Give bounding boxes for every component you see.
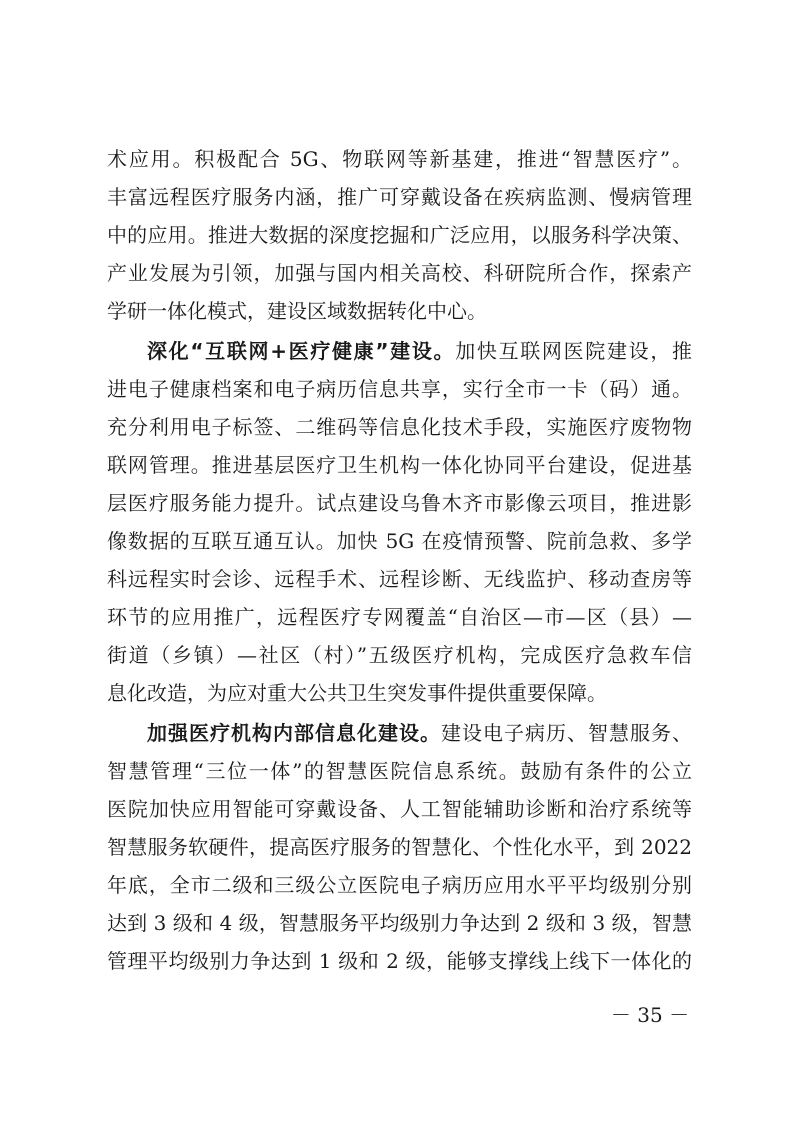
paragraph-3-line-3: 医院加快应用智能可穿戴设备、人工智能辅助诊断和治疗系统等	[107, 797, 692, 821]
paragraph-2-line-5: 层医疗服务能力提升。试点建设乌鲁木齐市影像云项目，推进影	[107, 491, 692, 515]
paragraph-2-line-10: 息化改造，为应对重大公共卫生突发事件提供重要保障。	[107, 681, 607, 705]
paragraph-3-line-2: 智慧管理“三位一体”的智慧医院信息系统。鼓励有条件的公立	[107, 759, 692, 783]
paragraph-3-line-5: 年底，全市二级和三级公立医院电子病历应用水平平均级别分别	[107, 873, 692, 897]
paragraph-2-line-7: 科远程实时会诊、远程手术、远程诊断、无线监护、移动查房等	[107, 567, 692, 591]
paragraph-3-first-line-text: 建设电子病历、智慧服务、	[441, 721, 692, 745]
paragraph-3-line-4: 智慧服务软硬件，提高医疗服务的智慧化、个性化水平，到 2022	[107, 835, 692, 859]
paragraph-2-line-1	[147, 332, 692, 370]
paragraph-3-line-1	[147, 714, 692, 752]
paragraph-1-line-3: 中的应用。推进大数据的深度挖掘和广泛应用，以服务科学决策、	[107, 223, 692, 247]
page-number: － 35 －	[610, 1003, 690, 1027]
paragraph-3-heading: 加强医疗机构内部信息化建设。	[147, 721, 441, 745]
paragraph-1-line-2: 丰富远程医疗服务内涵，推广可穿戴设备在疾病监测、慢病管理	[107, 185, 692, 209]
paragraph-2-first-line-text: 加快互联网医院建设，推	[455, 339, 692, 363]
paragraph-1-line-5: 学研一体化模式，建设区域数据转化中心。	[107, 299, 487, 323]
paragraph-2-line-9: 街道（乡镇）—社区（村）”五级医疗机构，完成医疗急救车信	[107, 643, 692, 667]
paragraph-1-line-1: 术应用。积极配合 5G、物联网等新基建，推进“智慧医疗”。	[107, 147, 692, 171]
paragraph-2-heading: 深化“互联网+医疗健康”建设。	[147, 339, 456, 363]
paragraph-3-line-6: 达到 3 级和 4 级，智慧服务平均级别力争达到 2 级和 3 级，智慧	[107, 911, 692, 935]
paragraph-1-line-4: 产业发展为引领，加强与国内相关高校、科研院所合作，探索产	[107, 261, 692, 285]
paragraph-2-line-6: 像数据的互联互通互认。加快 5G 在疫情预警、院前急救、多学	[107, 529, 692, 553]
paragraph-2-line-2: 进电子健康档案和电子病历信息共享，实行全市一卡（码）通。	[107, 377, 692, 401]
paragraph-2-line-8: 环节的应用推广，远程医疗专网覆盖“自治区—市—区（县）—	[107, 605, 692, 629]
paragraph-2-line-4: 联网管理。推进基层医疗卫生机构一体化协同平台建设，促进基	[107, 453, 692, 477]
paragraph-3-line-7: 管理平均级别力争达到 1 级和 2 级，能够支撑线上线下一体化的	[107, 949, 692, 973]
paragraph-2-line-3: 充分利用电子标签、二维码等信息化技术手段，实施医疗废物物	[107, 415, 692, 439]
